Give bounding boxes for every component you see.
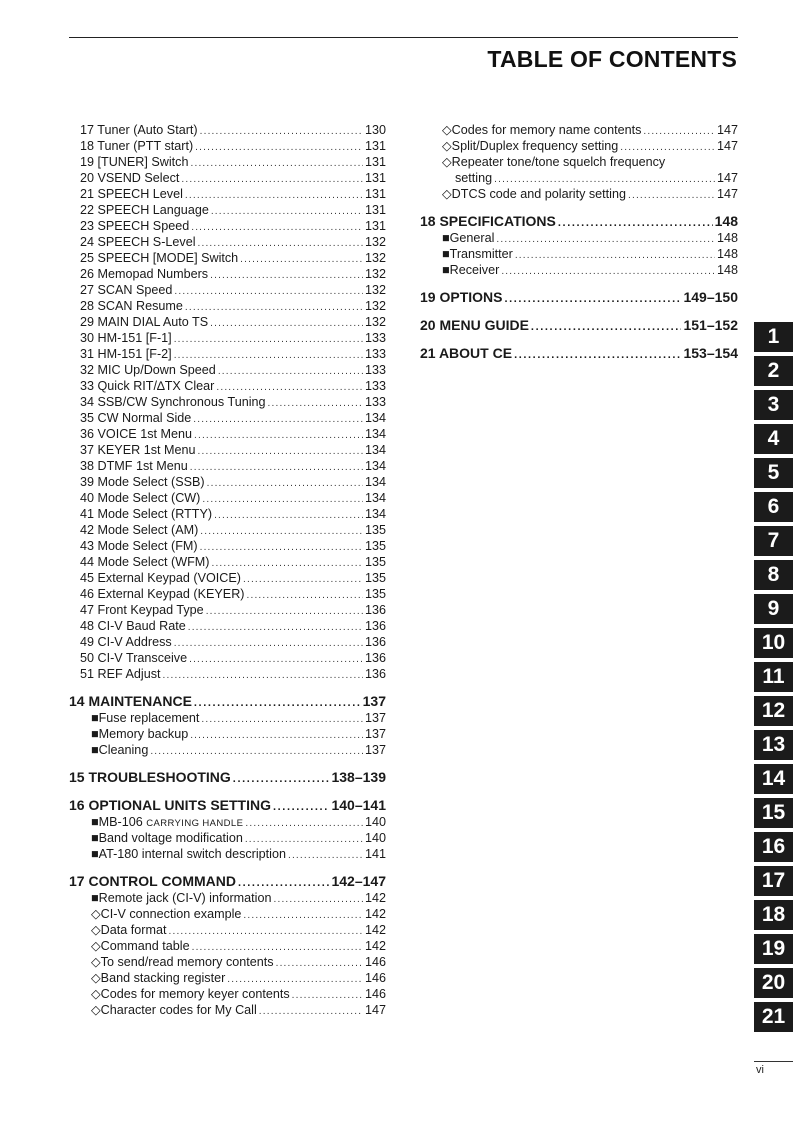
toc-item[interactable] (420, 230, 738, 246)
toc-page-number: 140 (364, 815, 386, 829)
toc-menu-entry[interactable] (69, 266, 386, 282)
toc-entry-title: ■AT-180 internal switch description (91, 847, 286, 861)
section-tab-11[interactable]: 11 (754, 662, 793, 692)
toc-entry-title: ■Transmitter (442, 247, 513, 261)
toc-entry-title: ◇CI-V connection example (91, 907, 242, 921)
section-tab-12[interactable]: 12 (754, 696, 793, 726)
dot-leader (191, 220, 363, 236)
dot-leader (163, 668, 363, 684)
dot-leader (243, 908, 363, 924)
dot-leader (243, 572, 363, 588)
toc-chapter[interactable] (69, 872, 386, 890)
toc-entry-title: 44 Mode Select (WFM) (80, 555, 210, 569)
toc-menu-entry[interactable] (69, 410, 386, 426)
dot-leader (558, 214, 713, 232)
toc-entry-title: 23 SPEECH Speed (80, 219, 190, 233)
toc-subitem[interactable] (69, 954, 386, 970)
toc-entry-title: 19 [TUNER] Switch (80, 155, 189, 169)
toc-menu-entry[interactable] (69, 250, 386, 266)
toc-subitem[interactable] (69, 938, 386, 954)
toc-menu-entry[interactable] (69, 618, 386, 634)
toc-entry-title: 16 OPTIONAL UNITS SETTING (69, 797, 271, 813)
toc-entry-title: 15 TROUBLESHOOTING (69, 769, 231, 785)
toc-page-number: 148 (716, 231, 738, 245)
section-tab-13[interactable]: 13 (754, 730, 793, 760)
toc-entry-title: ■Remote jack (CI-V) information (91, 891, 272, 905)
dot-leader (200, 524, 363, 540)
toc-entry-title: 40 Mode Select (CW) (80, 491, 201, 505)
toc-menu-entry[interactable] (69, 474, 386, 490)
toc-page-number: 134 (364, 427, 386, 441)
toc-page-number: 135 (364, 523, 386, 537)
toc-page-number: 136 (364, 651, 386, 665)
footer-rule (754, 1061, 793, 1062)
toc-entry-title: 32 MIC Up/Down Speed (80, 363, 216, 377)
toc-page-number: 142 (364, 891, 386, 905)
toc-left-column (69, 122, 386, 1018)
toc-entry-title: 43 Mode Select (FM) (80, 539, 198, 553)
dot-leader (259, 1004, 363, 1020)
toc-page-number: 136 (364, 619, 386, 633)
toc-entry-title: 17 CONTROL COMMAND (69, 873, 236, 889)
toc-page-number: 132 (364, 315, 386, 329)
toc-menu-entry[interactable] (69, 538, 386, 554)
dot-leader (247, 588, 363, 604)
section-tab-10[interactable]: 10 (754, 628, 793, 658)
dot-leader (189, 652, 363, 668)
toc-page-number: 141 (364, 847, 386, 861)
toc-subitem[interactable] (420, 186, 738, 202)
toc-entry-title: 22 SPEECH Language (80, 203, 209, 217)
toc-menu-entry[interactable] (69, 202, 386, 218)
dot-leader (185, 188, 363, 204)
toc-page-number: 149–150 (683, 289, 738, 305)
toc-right-column (420, 122, 738, 362)
toc-entry-title: ◇Band stacking register (91, 971, 226, 985)
toc-page-number: 137 (364, 727, 386, 741)
toc-item[interactable] (420, 262, 738, 278)
toc-menu-entry[interactable] (69, 330, 386, 346)
toc-page-number: 135 (364, 539, 386, 553)
toc-chapter[interactable] (69, 692, 386, 710)
toc-page-number: 146 (364, 987, 386, 1001)
toc-entry-title: 31 HM-151 [F-2] (80, 347, 172, 361)
section-tab-21[interactable]: 21 (754, 1002, 793, 1032)
toc-item[interactable] (69, 742, 386, 758)
toc-page-number: 147 (364, 1003, 386, 1017)
dot-leader (198, 444, 363, 460)
toc-page-number: 135 (364, 571, 386, 585)
dot-leader (168, 924, 363, 940)
toc-item[interactable] (69, 846, 386, 862)
dot-leader (194, 428, 363, 444)
section-tab-20[interactable]: 20 (754, 968, 793, 998)
toc-menu-entry[interactable] (69, 394, 386, 410)
section-tabs (754, 322, 793, 1036)
toc-menu-entry[interactable] (69, 426, 386, 442)
toc-page-number: 148 (714, 213, 738, 229)
toc-menu-entry[interactable] (69, 554, 386, 570)
dot-leader (195, 140, 363, 156)
toc-page-number: 148 (716, 247, 738, 261)
section-tab-9[interactable]: 9 (754, 594, 793, 624)
toc-entry-title: 36 VOICE 1st Menu (80, 427, 192, 441)
dot-leader (211, 204, 363, 220)
toc-item[interactable] (69, 830, 386, 846)
toc-entry-title: setting (455, 171, 493, 185)
dot-leader (206, 604, 363, 620)
toc-entry-title: ■Fuse replacement (91, 711, 200, 725)
toc-subitem[interactable] (69, 1002, 386, 1018)
toc-entry-title: 17 Tuner (Auto Start) (80, 123, 198, 137)
toc-menu-entry[interactable] (69, 586, 386, 602)
toc-page-number: 132 (364, 299, 386, 313)
dot-leader (207, 476, 363, 492)
toc-entry-title: 47 Front Keypad Type (80, 603, 204, 617)
toc-page-number: 132 (364, 267, 386, 281)
toc-entry-title: 29 MAIN DIAL Auto TS (80, 315, 209, 329)
toc-menu-entry[interactable] (69, 442, 386, 458)
toc-item[interactable] (69, 726, 386, 742)
toc-item[interactable] (69, 890, 386, 906)
dot-leader (273, 892, 363, 908)
toc-page-number: 134 (364, 507, 386, 521)
toc-subitem[interactable] (420, 154, 738, 170)
toc-menu-entry[interactable] (69, 506, 386, 522)
dot-leader (628, 188, 715, 204)
toc-page-number: 147 (716, 187, 738, 201)
toc-entry-tag: CARRYING HANDLE (146, 818, 244, 829)
dot-leader (273, 798, 329, 816)
toc-entry-title: ◇To send/read memory contents (91, 955, 274, 969)
toc-page-number: 137 (362, 693, 386, 709)
toc-menu-entry[interactable] (69, 298, 386, 314)
dot-leader (190, 460, 363, 476)
toc-menu-entry[interactable] (69, 570, 386, 586)
toc-page-number: 140 (364, 831, 386, 845)
dot-leader (210, 268, 363, 284)
section-tab-17[interactable]: 17 (754, 866, 793, 896)
toc-page-number: 133 (364, 395, 386, 409)
toc-entry-title: 50 CI-V Transceive (80, 651, 188, 665)
toc-subitem[interactable] (420, 122, 738, 138)
toc-page-number: 147 (716, 171, 738, 185)
dot-leader (292, 988, 363, 1004)
toc-page-number: 134 (364, 411, 386, 425)
toc-chapter[interactable] (420, 288, 738, 306)
toc-menu-entry[interactable] (69, 490, 386, 506)
dot-leader (174, 284, 363, 300)
dot-leader (200, 540, 363, 556)
dot-leader (190, 728, 363, 744)
dot-leader (193, 412, 363, 428)
toc-menu-entry[interactable] (69, 170, 386, 186)
top-rule (69, 37, 738, 38)
dot-leader (240, 252, 363, 268)
dot-leader (210, 316, 363, 332)
section-tab-14[interactable]: 14 (754, 764, 793, 794)
toc-page-number: 146 (364, 971, 386, 985)
toc-page-number: 142–147 (331, 873, 386, 889)
toc-chapter[interactable] (420, 344, 738, 362)
toc-page-number: 140–141 (331, 797, 386, 813)
toc-entry-title: ◇Split/Duplex frequency setting (442, 139, 619, 153)
toc-menu-entry[interactable] (69, 634, 386, 650)
toc-entry-title: 46 External Keypad (KEYER) (80, 587, 245, 601)
toc-chapter[interactable] (69, 796, 386, 814)
toc-page-number: 136 (364, 603, 386, 617)
toc-entry-title: ◇Data format (91, 923, 167, 937)
section-tab-15[interactable]: 15 (754, 798, 793, 828)
toc-page-number: 133 (364, 379, 386, 393)
dot-leader (202, 492, 363, 508)
toc-page-number: 142 (364, 923, 386, 937)
dot-leader (150, 744, 363, 760)
toc-entry-title: 20 MENU GUIDE (420, 317, 529, 333)
toc-page-number: 147 (716, 123, 738, 137)
toc-entry-title: ◇Repeater tone/tone squelch frequency (442, 155, 666, 169)
toc-item[interactable] (69, 710, 386, 726)
toc-entry-title: ■Cleaning (91, 743, 149, 757)
toc-menu-entry[interactable] (69, 314, 386, 330)
section-tab-1[interactable]: 1 (754, 322, 793, 352)
toc-page-number: 132 (364, 251, 386, 265)
dot-leader (194, 694, 361, 712)
toc-page-number: 142 (364, 907, 386, 921)
toc-entry-title: ■General (442, 231, 495, 245)
toc-page-number: 134 (364, 475, 386, 489)
dot-leader (245, 816, 363, 832)
toc-page-number: 131 (364, 155, 386, 169)
section-tab-5[interactable]: 5 (754, 458, 793, 488)
dot-leader (514, 346, 681, 364)
page-title: TABLE OF CONTENTS (487, 46, 737, 72)
dot-leader (174, 332, 363, 348)
toc-subitem[interactable] (69, 970, 386, 986)
dot-leader (643, 124, 715, 140)
dot-leader (201, 712, 363, 728)
toc-page-number: 147 (716, 139, 738, 153)
toc-menu-entry[interactable] (69, 458, 386, 474)
dot-leader (218, 364, 363, 380)
toc-menu-entry[interactable] (69, 522, 386, 538)
toc-entry-title: 34 SSB/CW Synchronous Tuning (80, 395, 266, 409)
toc-menu-entry[interactable] (69, 362, 386, 378)
toc-entry-title: 38 DTMF 1st Menu (80, 459, 188, 473)
toc-page-number: 134 (364, 491, 386, 505)
toc-entry-title: ◇Character codes for My Call (91, 1003, 257, 1017)
toc-menu-entry[interactable] (69, 346, 386, 362)
section-tab-6[interactable]: 6 (754, 492, 793, 522)
dot-leader (174, 636, 363, 652)
toc-page-number: 131 (364, 171, 386, 185)
dot-leader (185, 300, 363, 316)
toc-page-number: 136 (364, 635, 386, 649)
toc-entry-title: ◇Codes for memory keyer contents (91, 987, 290, 1001)
toc-subitem[interactable] (69, 906, 386, 922)
toc-page-number: 138–139 (331, 769, 386, 785)
toc-page-number: 153–154 (683, 345, 738, 361)
toc-page-number: 136 (364, 667, 386, 681)
section-tab-19[interactable]: 19 (754, 934, 793, 964)
toc-page-number: 130 (364, 123, 386, 137)
toc-page-number: 133 (364, 331, 386, 345)
dot-leader (181, 172, 363, 188)
toc-page-number: 137 (364, 743, 386, 757)
toc-subitem[interactable] (69, 986, 386, 1002)
dot-leader (233, 770, 330, 788)
toc-page-number: 131 (364, 187, 386, 201)
section-tab-7[interactable]: 7 (754, 526, 793, 556)
dot-leader (288, 848, 363, 864)
toc-entry-title: 21 SPEECH Level (80, 187, 183, 201)
toc-page-number: 131 (364, 139, 386, 153)
section-tab-18[interactable]: 18 (754, 900, 793, 930)
toc-entry-title: ■MB-106 CARRYING HANDLE (91, 815, 244, 829)
section-tab-4[interactable]: 4 (754, 424, 793, 454)
dot-leader (276, 956, 363, 972)
toc-menu-entry[interactable] (69, 138, 386, 154)
toc-entry-title: ◇DTCS code and polarity setting (442, 187, 626, 201)
toc-entry-title: 26 Memopad Numbers (80, 267, 209, 281)
dot-leader (504, 290, 681, 308)
toc-page-number: 131 (364, 203, 386, 217)
toc-page-number: 151–152 (683, 317, 738, 333)
toc-entry-title: 20 VSEND Select (80, 171, 180, 185)
toc-entry-title: ◇Command table (91, 939, 190, 953)
toc-page-number: 137 (364, 711, 386, 725)
toc-entry-title: 49 CI-V Address (80, 635, 172, 649)
toc-entry-title: 27 SCAN Speed (80, 283, 173, 297)
dot-leader (268, 396, 363, 412)
dot-leader (188, 620, 363, 636)
toc-page-number: 132 (364, 235, 386, 249)
dot-leader (515, 248, 715, 264)
toc-entry-title: ■Band voltage modification (91, 831, 243, 845)
section-tab-8[interactable]: 8 (754, 560, 793, 590)
toc-chapter[interactable] (69, 768, 386, 786)
toc-entry-title: 25 SPEECH [MODE] Switch (80, 251, 239, 265)
toc-entry-title: ■Memory backup (91, 727, 189, 741)
toc-menu-entry[interactable] (69, 602, 386, 618)
toc-entry-title: ■Receiver (442, 263, 500, 277)
toc-entry-title: 41 Mode Select (RTTY) (80, 507, 213, 521)
toc-entry-title: 39 Mode Select (SSB) (80, 475, 205, 489)
toc-page-number: 146 (364, 955, 386, 969)
toc-entry-title: 42 Mode Select (AM) (80, 523, 199, 537)
toc-subitem[interactable] (69, 922, 386, 938)
toc-entry-title: 18 Tuner (PTT start) (80, 139, 194, 153)
toc-entry-title: 24 SPEECH S-Level (80, 235, 196, 249)
toc-menu-entry[interactable] (69, 234, 386, 250)
dot-leader (190, 156, 363, 172)
dot-leader (214, 508, 363, 524)
toc-entry-title: 33 Quick RIT/∆TX Clear (80, 379, 215, 393)
dot-leader (531, 318, 682, 336)
toc-page-number: 135 (364, 587, 386, 601)
toc-entry-title: 35 CW Normal Side (80, 411, 192, 425)
toc-page-number: 134 (364, 443, 386, 457)
toc-menu-entry[interactable] (69, 154, 386, 170)
toc-chapter[interactable] (420, 212, 738, 230)
toc-entry-title: 51 REF Adjust (80, 667, 161, 681)
toc-page-number: 134 (364, 459, 386, 473)
dot-leader (501, 264, 715, 280)
toc-subitem-continued[interactable] (420, 170, 738, 186)
toc-entry-title: 14 MAINTENANCE (69, 693, 192, 709)
section-tab-16[interactable]: 16 (754, 832, 793, 862)
page-number: vi (756, 1064, 764, 1076)
toc-entry-title: 45 External Keypad (VOICE) (80, 571, 241, 585)
dot-leader (200, 124, 363, 140)
toc-entry-title: 18 SPECIFICATIONS (420, 213, 556, 229)
toc-page-number: 133 (364, 347, 386, 361)
toc-page-number: 131 (364, 219, 386, 233)
toc-chapter[interactable] (420, 316, 738, 334)
toc-menu-entry[interactable] (69, 122, 386, 138)
toc-entry-title: 30 HM-151 [F-1] (80, 331, 172, 345)
toc-subitem[interactable] (420, 138, 738, 154)
toc-entry-title: ◇Codes for memory name contents (442, 123, 642, 137)
toc-page-number: 132 (364, 283, 386, 297)
toc-menu-entry[interactable] (69, 218, 386, 234)
toc-menu-entry[interactable] (69, 186, 386, 202)
section-tab-2[interactable]: 2 (754, 356, 793, 386)
toc-item[interactable] (69, 814, 386, 830)
section-tab-3[interactable]: 3 (754, 390, 793, 420)
toc-entry-title: 37 KEYER 1st Menu (80, 443, 196, 457)
dot-leader (496, 232, 715, 248)
toc-page-number: 148 (716, 263, 738, 277)
toc-page-number: 133 (364, 363, 386, 377)
toc-item[interactable] (420, 246, 738, 262)
toc-entry-title: 19 OPTIONS (420, 289, 503, 305)
toc-menu-entry[interactable] (69, 378, 386, 394)
toc-entry-title: 28 SCAN Resume (80, 299, 183, 313)
toc-menu-entry[interactable] (69, 650, 386, 666)
toc-menu-entry[interactable] (69, 666, 386, 682)
toc-entry-title: 21 ABOUT CE (420, 345, 513, 361)
toc-page-number: 135 (364, 555, 386, 569)
toc-menu-entry[interactable] (69, 282, 386, 298)
toc-page-number: 142 (364, 939, 386, 953)
toc-entry-title: 48 CI-V Baud Rate (80, 619, 186, 633)
